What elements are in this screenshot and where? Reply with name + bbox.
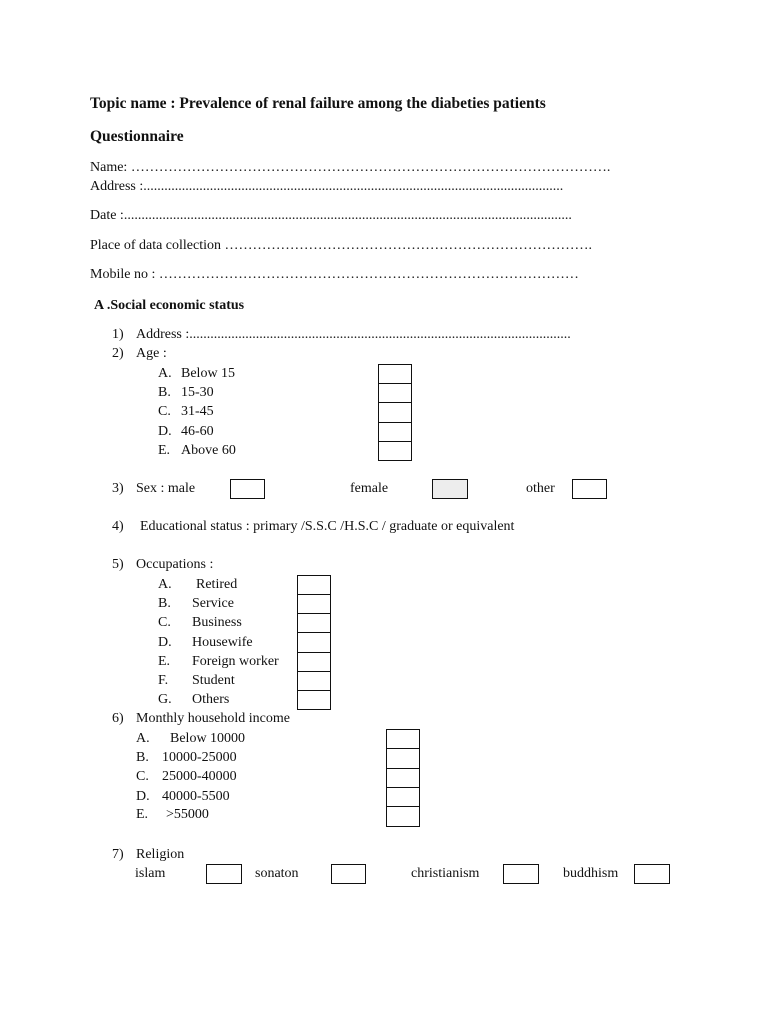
religion-option-label: christianism (411, 866, 480, 881)
religion-checkbox[interactable] (206, 864, 242, 884)
religion-option-label: buddhism (563, 866, 619, 881)
section-a-heading: A .Social economic status (94, 298, 245, 313)
age-option-letter: D. (158, 424, 172, 439)
age-checkbox[interactable] (378, 422, 412, 442)
religion-checkbox[interactable] (331, 864, 366, 884)
age-option-letter: B. (158, 385, 171, 400)
place-field[interactable]: Place of data collection ……………………………………………………………………. (90, 238, 592, 253)
occupation-option-letter: C. (158, 615, 171, 630)
age-option-label: Above 60 (181, 443, 236, 458)
occupation-checkbox[interactable] (297, 671, 331, 691)
income-option-letter: A. (136, 731, 150, 746)
date-field[interactable]: Date :................................................................................................................................ (90, 208, 572, 223)
occupation-checkbox[interactable] (297, 594, 331, 614)
q2-number: 2) (112, 346, 124, 361)
q6-number: 6) (112, 711, 124, 726)
income-option-letter: C. (136, 769, 149, 784)
mobile-field[interactable]: Mobile no : ……………………………………………………………………………… (90, 267, 579, 282)
occupation-option-letter: A. (158, 577, 172, 592)
income-checkbox-group (386, 729, 420, 827)
income-checkbox[interactable] (386, 768, 420, 788)
income-checkbox[interactable] (386, 787, 420, 807)
female-checkbox[interactable] (432, 479, 468, 499)
age-option-label: Below 15 (181, 366, 236, 381)
occupation-option-letter: G. (158, 692, 172, 707)
income-option-letter: E. (136, 807, 149, 822)
income-option-label: 25000-40000 (162, 769, 237, 784)
occupation-option-label: Retired (196, 577, 238, 592)
occupation-checkbox[interactable] (297, 632, 331, 653)
occupation-checkbox[interactable] (297, 690, 331, 710)
q3-number: 3) (112, 481, 124, 496)
q5-number: 5) (112, 557, 124, 572)
religion-checkbox[interactable] (503, 864, 539, 884)
age-option-letter: A. (158, 366, 172, 381)
income-option-letter: D. (136, 789, 150, 804)
age-option-letter: E. (158, 443, 171, 458)
q1-number: 1) (112, 327, 124, 342)
age-option-letter: C. (158, 404, 171, 419)
other-label: other (526, 481, 555, 496)
age-checkbox[interactable] (378, 364, 412, 384)
income-checkbox[interactable] (386, 806, 420, 827)
occupation-checkbox-group (297, 575, 331, 710)
q6-label: Monthly household income (136, 711, 290, 726)
income-option-letter: B. (136, 750, 149, 765)
q7-label: Religion (136, 847, 185, 862)
occupation-option-letter: E. (158, 654, 171, 669)
female-label: female (350, 481, 389, 496)
religion-checkbox[interactable] (634, 864, 670, 884)
address-field[interactable]: Address :........................................................................................................................ (90, 179, 564, 194)
age-option-label: 31-45 (181, 404, 214, 419)
income-option-label: Below 10000 (170, 731, 246, 746)
occupation-checkbox[interactable] (297, 575, 331, 595)
q2-label: Age : (136, 346, 167, 361)
q7-number: 7) (112, 847, 124, 862)
occupation-option-label: Others (192, 692, 230, 707)
topic-title: Topic name : Prevalence of renal failure among the diabeties patients (90, 95, 546, 112)
age-option-label: 15-30 (181, 385, 214, 400)
religion-option-label: sonaton (255, 866, 299, 881)
other-checkbox[interactable] (572, 479, 607, 499)
occupation-checkbox[interactable] (297, 613, 331, 633)
religion-option-label: islam (135, 866, 166, 881)
occupation-option-letter: F. (158, 673, 169, 688)
occupation-option-letter: B. (158, 596, 171, 611)
q4-number: 4) (112, 519, 124, 534)
q1-address-field[interactable]: Address :............................................................................................................. (136, 327, 571, 342)
questionnaire-heading: Questionnaire (90, 128, 184, 145)
occupation-option-label: Student (192, 673, 235, 688)
occupation-option-label: Housewife (192, 635, 253, 650)
q3-label: Sex : male (136, 481, 196, 496)
age-checkbox[interactable] (378, 402, 412, 423)
q4-education-text: Educational status : primary /S.S.C /H.S.C / graduate or equivalent (140, 519, 515, 534)
q5-label: Occupations : (136, 557, 214, 572)
occupation-option-letter: D. (158, 635, 172, 650)
occupation-option-label: Foreign worker (192, 654, 279, 669)
occupation-checkbox[interactable] (297, 652, 331, 672)
income-option-label: >55000 (166, 807, 209, 822)
occupation-option-label: Service (192, 596, 234, 611)
male-checkbox[interactable] (230, 479, 265, 499)
age-option-label: 46-60 (181, 424, 214, 439)
income-option-label: 40000-5500 (162, 789, 230, 804)
income-checkbox[interactable] (386, 748, 420, 769)
income-option-label: 10000-25000 (162, 750, 237, 765)
age-checkbox-group (378, 364, 412, 461)
name-field[interactable]: Name: …………………………………………………………………………………………. (90, 160, 611, 175)
age-checkbox[interactable] (378, 441, 412, 461)
age-checkbox[interactable] (378, 383, 412, 403)
occupation-option-label: Business (192, 615, 242, 630)
income-checkbox[interactable] (386, 729, 420, 749)
